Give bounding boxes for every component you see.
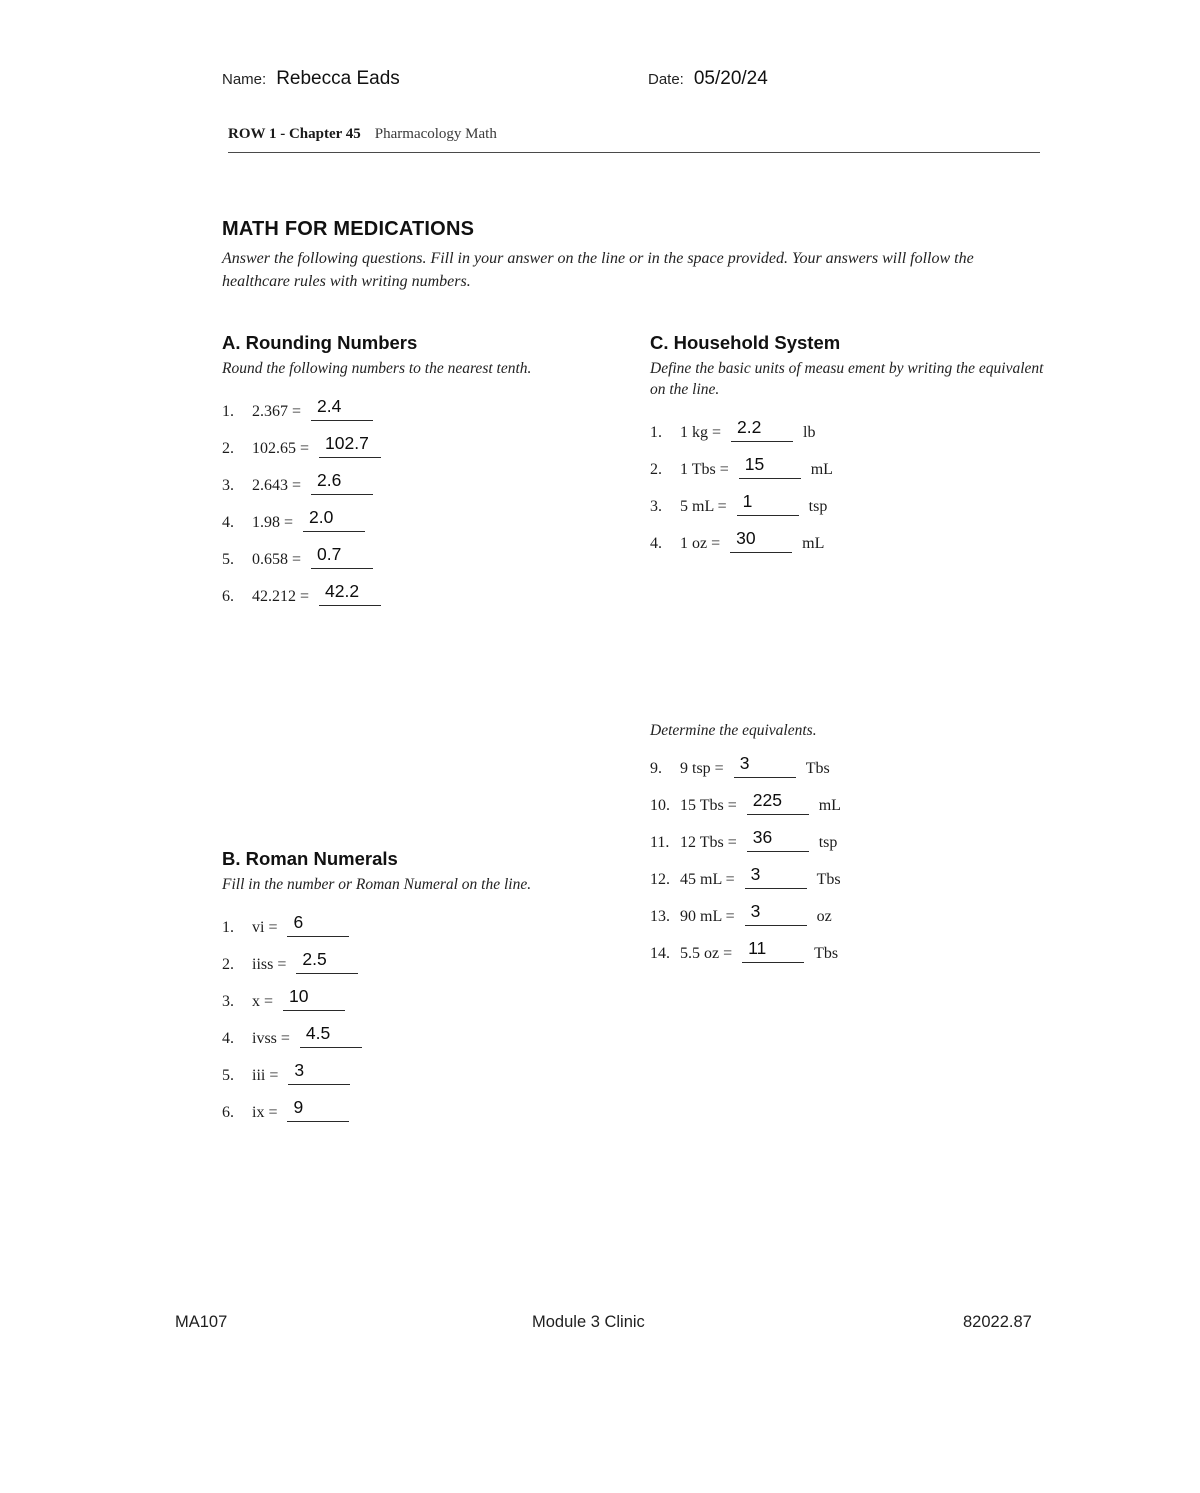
question-number: 6. <box>222 587 234 605</box>
answer-blank <box>287 910 349 937</box>
unit-label: Tbs <box>816 871 841 888</box>
question-text: 102.65 = <box>252 439 310 457</box>
question-text: iiss = <box>252 955 287 973</box>
question-number: 4. <box>222 1029 234 1047</box>
question-item <box>222 950 642 974</box>
section-b-heading: B. Roman Numerals <box>222 848 398 869</box>
answer-value: 3 <box>294 1059 305 1080</box>
question-item <box>650 902 1050 926</box>
intro-block <box>222 218 1044 293</box>
question-number: 10. <box>650 797 670 814</box>
answer-blank <box>287 1095 349 1122</box>
unit-label: mL <box>810 460 833 478</box>
question-text: iii = <box>252 1066 279 1084</box>
answer-blank <box>745 862 807 889</box>
date-label: Date: <box>648 71 684 88</box>
question-item <box>222 1061 642 1085</box>
section-household-system <box>650 332 1045 566</box>
answer-blank <box>319 431 381 458</box>
name-label: Name: <box>222 71 267 88</box>
section-equivalents <box>650 722 1050 976</box>
question-number: 1. <box>650 423 662 441</box>
page-title: MATH FOR MEDICATIONS <box>222 218 475 240</box>
date-group <box>648 68 768 90</box>
answer-value: 3 <box>750 901 761 921</box>
date-value: 05/20/24 <box>693 68 768 89</box>
unit-label: Tbs <box>805 760 830 777</box>
question-text: 45 mL = <box>680 871 735 888</box>
answer-blank <box>303 505 365 532</box>
answer-blank <box>311 394 373 421</box>
question-number: 11. <box>650 834 670 851</box>
answer-blank <box>730 526 792 553</box>
answer-value: 2.0 <box>309 506 334 527</box>
answer-value: 3 <box>739 753 750 773</box>
question-number: 3. <box>222 992 234 1010</box>
question-text: ivss = <box>252 1029 290 1047</box>
question-text: 1 kg = <box>680 423 722 441</box>
course-header <box>228 126 497 143</box>
answer-blank <box>731 415 793 442</box>
question-text: 5 mL = <box>680 497 727 515</box>
question-number: 2. <box>650 460 662 478</box>
answer-blank <box>311 542 373 569</box>
question-item <box>650 529 1045 553</box>
unit-label: Tbs <box>814 945 839 962</box>
question-item <box>222 545 622 569</box>
answer-value: 9 <box>293 1096 304 1117</box>
unit-label: mL <box>802 534 825 552</box>
question-number: 2. <box>222 955 234 973</box>
question-text: 1 Tbs = <box>680 460 729 478</box>
question-text: 90 mL = <box>680 908 735 925</box>
question-number: 1. <box>222 918 234 936</box>
answer-value: 0.7 <box>317 543 342 564</box>
question-item <box>650 492 1045 516</box>
unit-label: tsp <box>808 497 828 515</box>
question-number: 9. <box>650 760 662 777</box>
question-number: 14. <box>650 945 670 962</box>
footer-doc-number: 82022.87 <box>963 1313 1032 1331</box>
answer-blank <box>739 452 801 479</box>
question-item <box>650 754 1050 778</box>
question-item <box>222 434 622 458</box>
unit-label: mL <box>818 797 841 814</box>
question-text: x = <box>252 992 274 1010</box>
question-number: 5. <box>222 550 234 568</box>
answer-value: 225 <box>752 790 782 810</box>
answer-value: 2.5 <box>302 948 327 969</box>
answer-blank <box>745 899 807 926</box>
question-number: 12. <box>650 871 670 888</box>
unit-label: tsp <box>818 834 838 851</box>
answer-value: 2.6 <box>317 469 342 490</box>
course-chapter: ROW 1 - Chapter 45 <box>228 126 361 142</box>
question-item <box>222 1098 642 1122</box>
answer-blank <box>296 947 358 974</box>
answer-blank <box>734 751 796 778</box>
name-date-row <box>222 68 1042 90</box>
equivalents-heading: Determine the equivalents. <box>650 722 817 739</box>
section-b-instructions: Fill in the number or Roman Numeral on the line. <box>222 876 532 893</box>
question-item <box>222 913 642 937</box>
answer-blank <box>288 1058 350 1085</box>
question-number: 1. <box>222 402 234 420</box>
answer-value: 2.4 <box>317 395 342 416</box>
answer-blank <box>742 936 804 963</box>
question-number: 6. <box>222 1103 234 1121</box>
question-text: 9 tsp = <box>680 760 724 777</box>
answer-value: 1 <box>742 490 753 511</box>
question-item <box>222 508 622 532</box>
course-subject: Pharmacology Math <box>374 126 497 142</box>
answer-value: 2.2 <box>737 416 762 437</box>
question-number: 3. <box>222 476 234 494</box>
question-number: 2. <box>222 439 234 457</box>
question-text: 2.367 = <box>252 402 302 420</box>
answer-value: 36 <box>752 827 773 847</box>
answer-value: 102.7 <box>325 432 369 453</box>
unit-label: oz <box>816 908 832 925</box>
answer-value: 10 <box>289 985 309 1006</box>
question-item <box>650 865 1050 889</box>
section-roman-numerals <box>222 848 642 1135</box>
answer-value: 3 <box>750 864 761 884</box>
question-text: 5.5 oz = <box>680 945 733 962</box>
answer-value: 4.5 <box>305 1022 331 1043</box>
question-number: 4. <box>650 534 662 552</box>
question-item <box>650 418 1045 442</box>
question-text: vi = <box>252 918 278 936</box>
answer-blank <box>737 489 799 516</box>
header-divider <box>228 152 1040 153</box>
page-instructions: Answer the following questions. Fill in your answer on the line or in the space provided. Your answers will follow the healthcare rules with writing numbers. <box>222 250 974 290</box>
answer-blank <box>319 579 381 606</box>
question-text: 12 Tbs = <box>680 834 737 851</box>
question-number: 4. <box>222 513 234 531</box>
answer-blank <box>283 984 345 1011</box>
question-text: 42.212 = <box>252 587 310 605</box>
answer-blank <box>747 825 809 852</box>
name-value: Rebecca Eads <box>276 68 400 89</box>
answer-blank <box>311 468 373 495</box>
question-number: 3. <box>650 497 662 515</box>
question-text: 1 oz = <box>680 534 721 552</box>
question-text: ix = <box>252 1103 278 1121</box>
question-item <box>222 582 622 606</box>
answer-value: 42.2 <box>325 580 360 601</box>
section-a-instructions: Round the following numbers to the nearest tenth. <box>222 360 532 377</box>
question-item <box>222 397 622 421</box>
unit-label: lb <box>803 423 816 441</box>
section-c-heading: C. Household System <box>650 332 841 353</box>
footer-module: Module 3 Clinic <box>532 1313 645 1331</box>
answer-value: 30 <box>736 527 756 548</box>
question-text: 2.643 = <box>252 476 302 494</box>
question-number: 5. <box>222 1066 234 1084</box>
answer-value: 15 <box>744 453 765 474</box>
question-item <box>650 791 1050 815</box>
answer-blank <box>300 1021 362 1048</box>
question-text: 1.98 = <box>252 513 294 531</box>
answer-value: 6 <box>293 911 304 932</box>
question-text: 0.658 = <box>252 550 302 568</box>
question-item <box>222 471 622 495</box>
question-item <box>222 1024 642 1048</box>
section-a-heading: A. Rounding Numbers <box>222 332 418 353</box>
question-item <box>650 939 1050 963</box>
question-item <box>650 455 1045 479</box>
question-item <box>650 828 1050 852</box>
question-number: 13. <box>650 908 670 925</box>
section-c-instructions: Define the basic units of measu ement by writing the equivalent on the line. <box>650 360 1044 398</box>
section-rounding-numbers <box>222 332 622 619</box>
answer-value: 11 <box>748 938 767 958</box>
answer-blank <box>747 788 809 815</box>
footer-course-code: MA107 <box>175 1313 228 1331</box>
question-item <box>222 987 642 1011</box>
question-text: 15 Tbs = <box>680 797 737 814</box>
